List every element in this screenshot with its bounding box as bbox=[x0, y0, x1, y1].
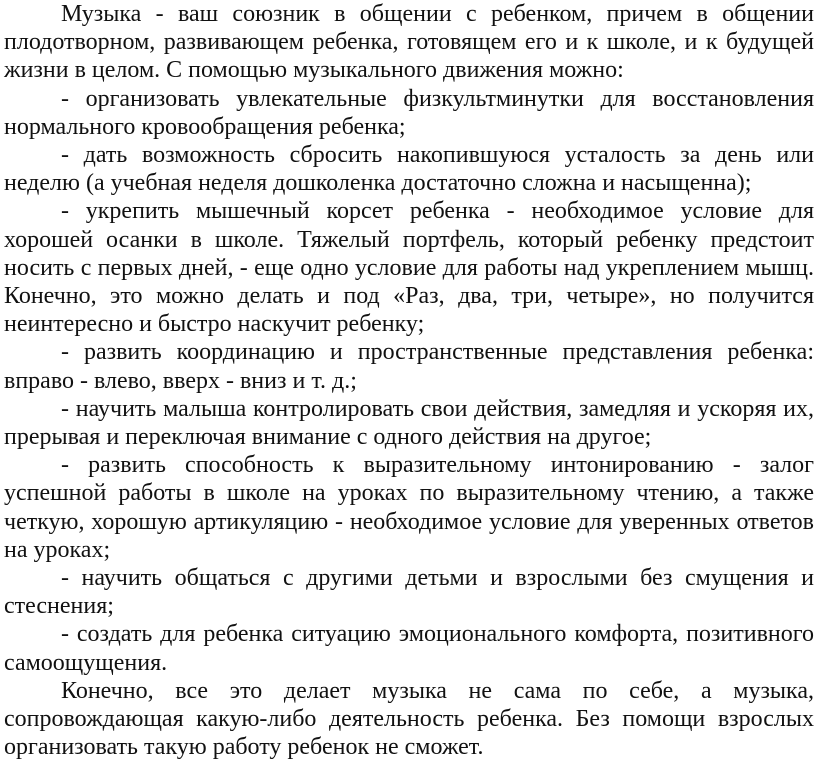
list-item-emotional-comfort: - создать для ребенка ситуацию эмоционального комфорта, позитивного самоощущения. bbox=[4, 621, 814, 676]
list-item-muscle-corset: - укрепить мышечный корсет ребенка - необходимое условие для хорошей осанки в школе. Тяжелый портфель, который ребенку предстоит носить с первых дней, - еще одно условие для работы над укреплением мышц. Конечно, это можно делать и под «Раз, два, три, четыре», но получится неинтересно и быстро наскучит ребенку; bbox=[4, 198, 814, 338]
intro-paragraph: Музыка - ваш союзник в общении с ребенком, причем в общении плодотворном, развивающем ребенка, готовящем его и к школе, и к будущей жизни в целом. С помощью музыкального движения можно: bbox=[4, 1, 814, 84]
list-item-coordination: - развить координацию и пространственные представления ребенка: вправо - влево, вверх - вниз и т. д.; bbox=[4, 339, 814, 394]
list-item-physical-breaks: - организовать увлекательные физкультминутки для восстановления нормального кровообращения ребенка; bbox=[4, 85, 814, 140]
list-item-self-control: - научить малыша контролировать свои действия, замедляя и ускоряя их, прерывая и переключая внимание с одного действия на другое; bbox=[4, 395, 814, 451]
conclusion-paragraph: Конечно, все это делает музыка не сама по себе, а музыка, сопровождающая какую-либо деятельность ребенка. Без помощи взрослых организовать такую работу ребенок не сможет. bbox=[4, 677, 814, 761]
list-item-communication: - научить общаться с другими детьми и взрослыми без смущения и стеснения; bbox=[4, 565, 814, 620]
list-item-relieve-fatigue: - дать возможность сбросить накопившуюся усталость за день или неделю (а учебная неделя дошколенка достаточно сложна и насыщенна); bbox=[4, 142, 814, 197]
list-item-intonation: - развить способность к выразительному интонированию - залог успешной работы в школе на уроках по выразительному чтению, а также четкую, хорошую артикуляцию - необходимое условие для уверенных ответов на уроках; bbox=[4, 452, 814, 563]
